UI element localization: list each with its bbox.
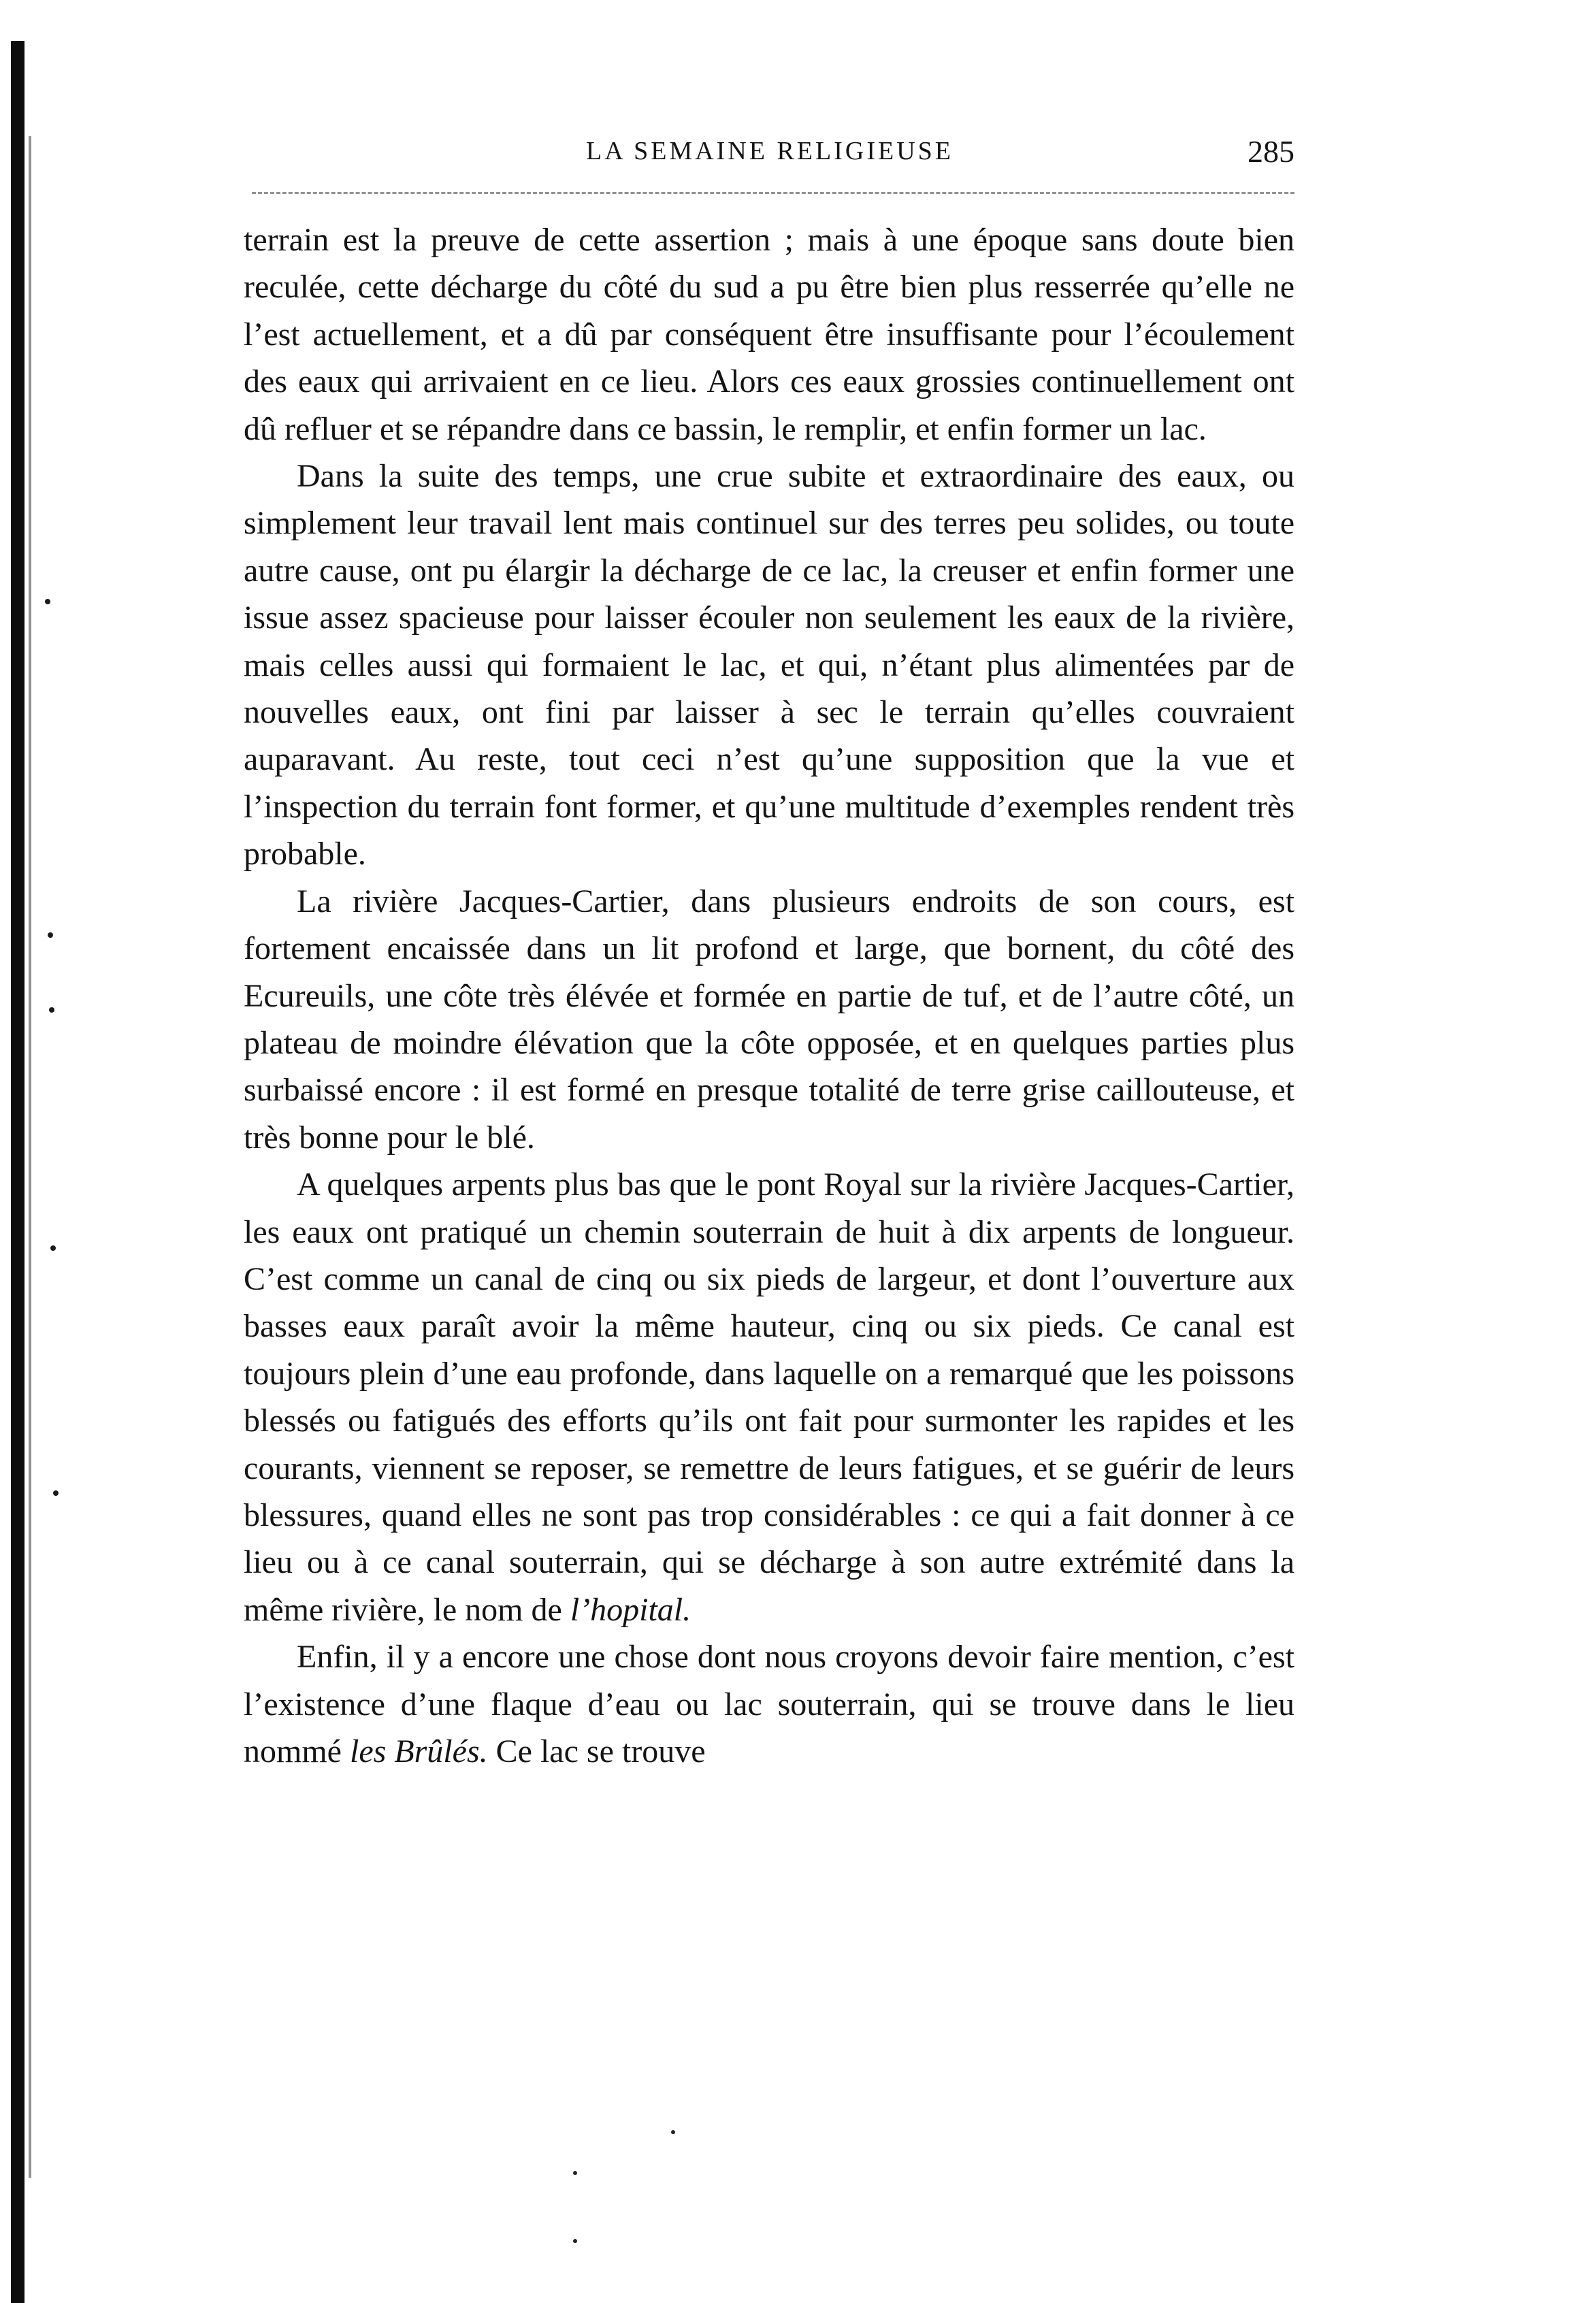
binding-edge-line [29,136,31,2178]
scan-speck [573,2171,577,2175]
paragraph-3: La rivière Jacques-Cartier, dans plusieurs endroits de son cours, est fortement encaissée dans un lit profond et large, que bornent, du côté des Ecureuils, une côte très élévée et formée en partie de tuf, et de l’autre côté, un plateau de moindre élévation que la côte opposée, et en quelques parties plus surbaissé encore : il est formé en presque totalité de terre grise caillouteuse, et très bonne pour le blé. [244,883,1294,1156]
paragraph-4 [244,1161,1294,1633]
paragraph-5-tail: Ce lac se trouve [487,1733,706,1769]
running-header [245,136,1294,177]
paragraph-4-italic: l’hopital. [570,1591,691,1628]
scan-speck [573,2239,577,2243]
body-text [244,216,1294,1775]
binding-edge-shadow [11,41,25,2303]
paragraph-5 [244,1633,1294,1775]
paragraph-5-text: Enfin, il y a encore une chose dont nous croyons devoir faire mention, c’est l’existence d’une flaque d’eau ou lac souterrain, qui se trouve dans le lieu nommé [244,1639,1294,1769]
scan-speck [49,1007,54,1013]
paragraph-2: Dans la suite des temps, une crue subite et extraordinaire des eaux, ou simplement leur travail lent mais continuel sur des terres peu solides, ou toute autre cause, ont pu élargir la décharge de ce lac, la creuser et enfin former une issue assez spacieuse pour laisser écouler non seulement les eaux de la rivière, mais celles aussi qui formaient le lac, et qui, n’étant plus alimentées par de nouvelles eaux, ont fini par laisser à sec le terrain qu’elles couvraient auparavant. Au reste, tout ceci n’est qu’une supposition que la vue et l’inspection du terrain font former, et qu’une multitude d’exemples rendent très probable. [244,458,1294,872]
paragraph-5-italic: les Brûlés. [349,1733,488,1769]
scan-speck [53,1490,59,1496]
scan-speck [671,2130,675,2134]
paragraph-4-text: A quelques arpents plus bas que le pont Royal sur la rivière Jacques-Cartier, les eaux ont pratiqué un chemin souterrain de huit à dix arpents de longueur. C’est comme un canal de cinq ou six pieds de largeur, et dont l’ouverture aux basses eaux paraît avoir la même hauteur, cinq ou six pieds. Ce canal est toujours plein d’une eau profonde, dans laquelle on a remarqué que les poissons blessés ou fatigués des efforts qu’ils ont fait pour surmonter les rapides et les courants, viennent se reposer, se remettre de leurs fatigues, et se guérir de leurs blessures, quand elles ne sont pas trop considérables : ce qui a fait donner à ce lieu ou à ce canal souterrain, qui se décharge à son autre extrémité dans la même rivière, le nom de [244,1166,1294,1628]
scan-speck [45,599,50,604]
page-number: 285 [1248,134,1294,169]
scan-speck [48,932,53,938]
paragraph-1: terrain est la preuve de cette assertion ; mais à une époque sans doute bien reculée, cette décharge du côté du sud a pu être bien plus resserrée qu’elle ne l’est actuellement, et a dû par conséquent être insuffisante pour l’écoulement des eaux qui arrivaient en ce lieu. Alors ces eaux grossies continuellement ont dû refluer et se répandre dans ce bassin, le remplir, et enfin former un lac. [244,222,1294,447]
scan-speck [50,1245,56,1251]
running-title: LA SEMAINE RELIGIEUSE [586,137,954,165]
header-rule [252,192,1294,194]
